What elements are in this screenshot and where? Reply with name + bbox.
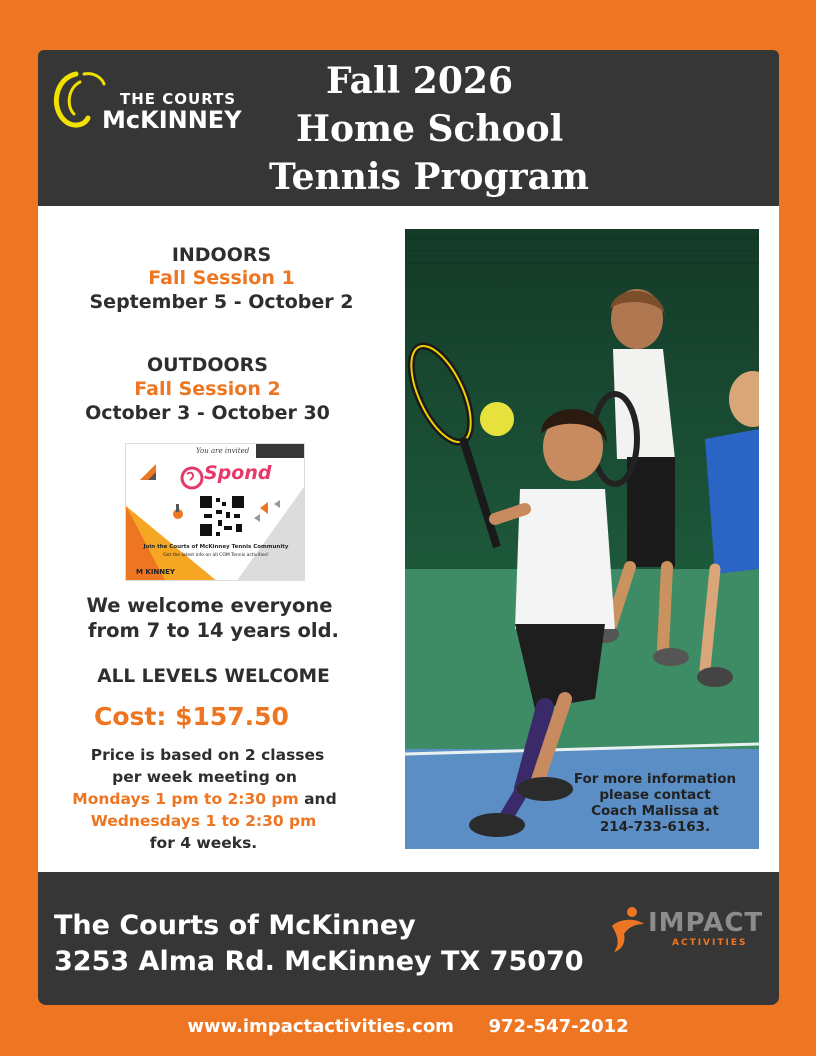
impact-runner-icon [606,904,650,954]
levels-welcome: ALL LEVELS WELCOME [97,666,330,687]
logo-text-mckinney: McKINNEY [102,106,242,134]
website-phone-line [0,1016,816,1037]
program-details [38,206,405,872]
spond-invite-text: You are invited [196,447,250,455]
main-content [38,206,779,872]
session1-dates: September 5 - October 2 [89,291,354,313]
session2-dates: October 3 - October 30 [85,402,330,424]
schedule-line-1: Price is based on 2 classes [90,746,325,764]
schedule-wednesdays: Wednesdays 1 to 2:30 pm [90,812,317,830]
spond-invite-card [125,443,305,581]
spond-card-logo: M KINNEY [136,568,175,576]
cost-label: Cost: $157.50 [94,702,289,731]
tennis-kids-photo [405,229,759,849]
footer-banner [38,872,779,1005]
spond-sub-line: Get the latest info on all COM Tennis activities! [163,553,269,558]
session1-heading: INDOORS [171,244,272,266]
phone-number[interactable]: 972-547-2012 [488,1016,629,1037]
logo-text-the-courts: THE COURTS [120,90,237,108]
schedule-mondays: Mondays 1 pm to 2:30 pm [72,790,299,808]
title-line-3: Tennis Program [269,156,589,198]
website-link[interactable]: www.impactactivities.com [187,1016,454,1037]
welcome-line-2: from 7 to 14 years old. [88,619,339,642]
contact-line-2: please contact [599,787,711,803]
title-line-2: Home School [296,108,564,150]
venue-address: 3253 Alma Rd. McKinney TX 75070 [54,946,584,977]
activities-text: ACTIVITIES [672,938,748,948]
impact-activities-logo [606,904,766,954]
schedule-and: and [298,790,337,808]
header-banner [38,50,779,206]
venue-name: The Courts of McKinney [54,910,416,941]
courts-mckinney-logo [50,66,242,134]
contact-line-4: 214-733-6163. [599,819,711,835]
impact-text: IMPACT [648,908,764,938]
spond-brand: Spond [204,462,272,484]
title-line-1: Fall 2026 [326,60,513,102]
contact-line-1: For more information [573,771,737,787]
session2-heading: OUTDOORS [147,354,268,376]
contact-info [555,771,755,835]
session2-name: Fall Session 2 [134,378,281,400]
contact-line-3: Coach Malissa at [591,803,719,819]
schedule-weeks: for 4 weeks. [149,834,258,852]
spond-join-line: Join the Courts of McKinney Tennis Community [143,544,289,550]
session1-name: Fall Session 1 [148,267,295,289]
schedule-line-2: per week meeting on [112,768,297,786]
schedule-line-3 [21,790,388,808]
welcome-line-1: We welcome everyone [86,594,333,617]
